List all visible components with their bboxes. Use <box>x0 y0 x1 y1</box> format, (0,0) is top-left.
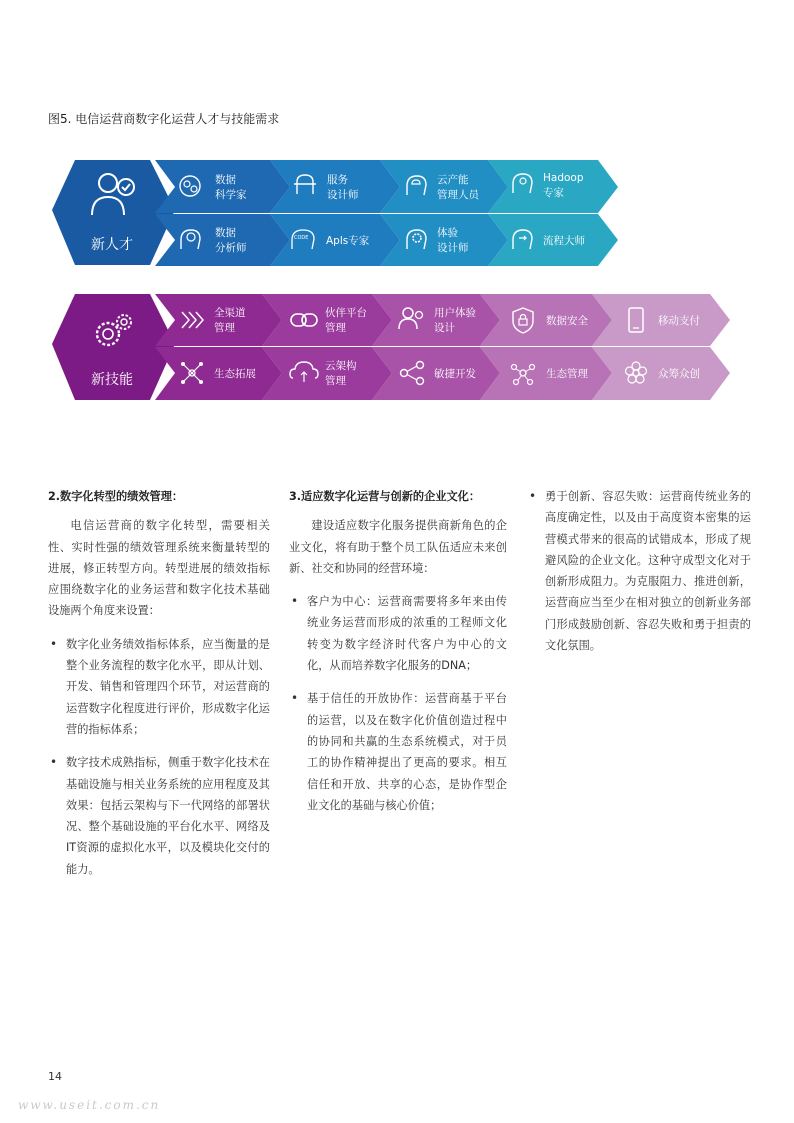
list-item: • 基于信任的开放协作：运营商基于平台的运营，以及在数字化价值创造过程中的协同和共赢的生态系统模式，对于员工的协作精神提出了更高的要求。相互信任和开放、共享的心态，是协作型企业文化的基础与核心价值； <box>289 688 507 816</box>
skills-top-1-line1: 全渠道 <box>214 307 246 319</box>
skills-top-4-line1: 数据安全 <box>546 315 588 327</box>
skills-top-5-line1: 移动支付 <box>658 315 700 327</box>
skills-label: 新技能 <box>91 372 133 388</box>
list-item: • 勇于创新、容忍失败：运营商传统业务的高度确定性，以及由于高度资本密集的运营模式带来的很高的试错成本，形成了规避风险的企业文化。这种守成型文化对于创新形成阻力。为克服阻力、推进创新，运营商应当至少在相对独立的创新业务部门形成鼓励创新、容忍失败和勇于担责的文化氛围。 <box>527 486 751 656</box>
skills-top-2-line2: 管理 <box>325 322 346 334</box>
section-heading-culture: 3.适应数字化运营与创新的企业文化： <box>289 490 481 503</box>
talent-bottom-3-line1: 体验 <box>437 227 458 239</box>
list-item: • 数字技术成熟指标，侧重于数字化技术在基础设施与相关业务系统的应用程度及其效果：包括云架构与下一代网络的部署状况、整个基础设施的平台化水平、网络及IT资源的虚拟化水平，以及模块化交付的能力。 <box>48 752 270 880</box>
section-heading-performance: 2.数字化转型的绩效管理： <box>48 490 184 503</box>
talent-top-1-line2: 科学家 <box>215 189 247 201</box>
talent-bottom-4-line1: 流程大师 <box>543 235 585 247</box>
talent-top-4-line1: Hadoop <box>543 172 584 184</box>
intro-paragraph: 电信运营商的数字化转型，需要相关性、实时性强的绩效管理系统来衡量转型的进展，修正转型方向。转型进展的绩效指标应围绕数字化的业务运营和数字化技术基础设施两个角度来设置： <box>48 519 270 618</box>
skills-group <box>52 294 730 400</box>
column-3 <box>527 486 751 656</box>
skills-bottom-2-line2: 管理 <box>325 375 346 387</box>
skills-top-2-line1: 伙伴平台 <box>325 307 367 319</box>
skills-bottom-2-line1: 云架构 <box>325 360 357 372</box>
chevron-data-analyst <box>155 214 290 266</box>
talent-top-2-line1: 服务 <box>327 174 348 186</box>
column-1 <box>48 486 270 880</box>
page-number: 14 <box>48 1070 62 1083</box>
talent-top-3-line1: 云产能 <box>437 174 469 186</box>
chevron-omnichannel <box>155 294 282 346</box>
talent-bottom-1-line1: 数据 <box>215 227 236 239</box>
talent-group <box>52 160 618 266</box>
skills-bottom-3-line1: 敏捷开发 <box>434 368 476 380</box>
column-2 <box>289 486 507 816</box>
skills-top-3-line1: 用户体验 <box>434 307 476 319</box>
skills-bottom-5-line1: 众筹众创 <box>658 368 700 380</box>
talent-bottom-2-line1: Apls专家 <box>326 235 370 247</box>
talent-top-4-line2: 专家 <box>543 187 564 199</box>
intro-paragraph: 建设适应数字化服务提供商新角色的企业文化，将有助于整个员工队伍适应未来创新、社交和协同的经营环境： <box>289 519 507 575</box>
skills-bottom-1-line1: 生态拓展 <box>214 368 256 380</box>
talent-top-2-line2: 设计师 <box>327 189 359 201</box>
bullet-list <box>48 634 270 880</box>
talent-top-1-line1: 数据 <box>215 174 236 186</box>
talent-skills-infographic <box>0 0 794 420</box>
talent-label: 新人才 <box>91 237 133 253</box>
figure-title: 图5. 电信运营商数字化运营人才与技能需求 <box>48 112 280 126</box>
watermark: www.useit.com.cn <box>18 1098 161 1112</box>
bullet-list <box>527 486 751 656</box>
list-item: • 客户为中心：运营商需要将多年来由传统业务运营而形成的浓重的工程师文化转变为数字经济时代客户为中心的文化，从而培养数字化服务的DNA； <box>289 591 507 676</box>
skills-top-3-line2: 设计 <box>434 322 455 334</box>
bullet-list <box>289 591 507 816</box>
code-icon-text: CODE <box>294 235 309 241</box>
talent-bottom-1-line2: 分析师 <box>215 242 247 254</box>
chevron-data-scientist <box>155 160 290 213</box>
talent-top-3-line2: 管理人员 <box>437 189 479 201</box>
talent-bottom-3-line2: 设计师 <box>437 242 469 254</box>
skills-bottom-4-line1: 生态管理 <box>546 368 588 380</box>
list-item: • 数字化业务绩效指标体系，应当衡量的是整个业务流程的数字化水平，即从计划、开发、销售和管理四个环节，对运营商的运营数字化程度进行评价，形成数字化运营的指标体系； <box>48 634 270 740</box>
skills-top-1-line2: 管理 <box>214 322 235 334</box>
